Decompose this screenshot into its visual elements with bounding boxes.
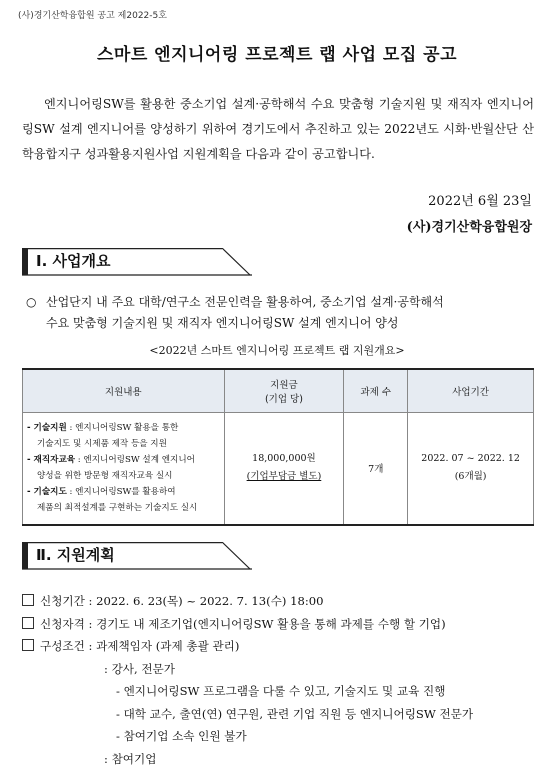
header-tasks: 과제 수 (344, 369, 408, 413)
section1-title: Ⅰ. 사업개요 (36, 252, 111, 270)
header-amount-line2: (기업 당) (264, 394, 303, 405)
section2-title: Ⅱ. 지원계획 (36, 546, 115, 564)
header-amount-line1: 지원금 (270, 380, 298, 391)
circle-bullet-icon: ○ (26, 295, 37, 309)
header-content: 지원내용 (23, 369, 225, 413)
plan-row-eligibility (22, 613, 542, 636)
overview-line-2: 수요 맞춤형 기술지원 및 재직자 엔지니어링SW 설계 엔지니어 양성 (46, 316, 399, 330)
table-row (23, 413, 534, 525)
item-desc: : 엔지니어링SW 설계 엔지니어 (75, 455, 195, 466)
item-technical-support (27, 420, 220, 452)
header-amount (224, 369, 344, 413)
support-amount: 18,000,000원 (252, 453, 316, 465)
overview-line-1: 산업단지 내 주요 대학/연구소 전문인력을 활용하여, 중소기업 설계·공학해석 (46, 295, 444, 309)
period-range: 2022. 07 ~ 2022. 12 (421, 453, 520, 465)
support-content-cell (23, 413, 225, 525)
support-amount-cell (224, 413, 344, 525)
task-count-cell: 7개 (344, 413, 408, 525)
item-label: - 기술지원 (27, 423, 67, 434)
period-months: (6개월) (454, 471, 487, 483)
item-employee-training (27, 452, 220, 484)
issuer-name: (사)경기산학융합원장 (406, 220, 532, 235)
checkbox-square-icon (22, 617, 34, 629)
plan-label: 구성조건 : (40, 639, 97, 653)
support-overview-table (22, 368, 534, 526)
checkbox-square-icon (22, 639, 34, 651)
instructor-detail-1: - 엔지니어링SW 프로그램을 다룰 수 있고, 기술지도 및 교육 진행 (116, 684, 446, 698)
plan-value: 경기도 내 제조기업(엔지니어링SW 활용을 통해 과제를 수행 할 기업) (96, 616, 446, 631)
composition-sub-company: : 참여기업 (104, 751, 157, 766)
notice-date: 2022년 6월 23일 (428, 194, 532, 209)
header-period: 사업기간 (408, 369, 534, 413)
table-caption: <2022년 스마트 엔지니어링 프로젝트 랩 지원개요> (149, 344, 405, 357)
plan-label: 신청기간 : (40, 594, 97, 608)
item-desc: : 엔지니어링SW 활용을 통한 (66, 423, 179, 434)
plan-row-application-period (22, 590, 542, 613)
composition-sub-instructor: : 강사, 전문가 (104, 661, 175, 676)
table-header-row (23, 369, 534, 413)
notice-number: (사)경기산학융합원 공고 제2022-5호 (18, 11, 167, 21)
checkbox-square-icon (22, 594, 34, 606)
instructor-detail-3: - 참여기업 소속 인원 불가 (116, 729, 247, 743)
plan-value: 과제책임자 (과제 총괄 관리) (96, 639, 240, 653)
intro-paragraph: 엔지니어링SW를 활용한 중소기업 설계·공학해석 수요 맞춤형 기술지원 및 재직자 엔지니어링SW 설계 엔지니어를 양성하기 위하여 경기도에서 추진하고 있는 2022년도 시화·반월산단 산학융합지구 성과활용지원사업 지원계획을 다음과 같이 공고합니다. (22, 97, 534, 161)
item-desc: : 엔지니어링SW를 활용하여 (66, 487, 176, 498)
support-plan-list (22, 590, 542, 770)
section1-header (22, 248, 252, 274)
document-title: 스마트 엔지니어링 프로젝트 랩 사업 모집 공고 (96, 45, 458, 65)
support-amount-note: (기업부담금 별도) (246, 471, 322, 483)
item-label: - 기술지도 (27, 487, 67, 498)
plan-row-composition (22, 635, 542, 658)
section2-header (22, 542, 252, 568)
project-period-cell (408, 413, 534, 525)
item-desc-cont: 기술지도 및 시제품 제작 등을 지원 (37, 439, 167, 450)
instructor-detail-2: - 대학 교수, 출연(연) 연구원, 관련 기업 직원 등 엔지니어링SW 전문가 (116, 706, 474, 721)
overview-bullet (26, 292, 536, 334)
item-label: - 재직자교육 (27, 455, 76, 466)
item-desc-cont: 양성을 위한 방문형 재직자교육 실시 (37, 471, 173, 482)
plan-label: 신청자격 : (40, 616, 97, 631)
item-desc-cont: 제품의 최적설계를 구현하는 기술지도 실시 (37, 503, 198, 514)
item-technical-guidance (27, 484, 220, 516)
plan-value: 2022. 6. 23(목) ~ 2022. 7. 13(수) 18:00 (96, 594, 324, 608)
